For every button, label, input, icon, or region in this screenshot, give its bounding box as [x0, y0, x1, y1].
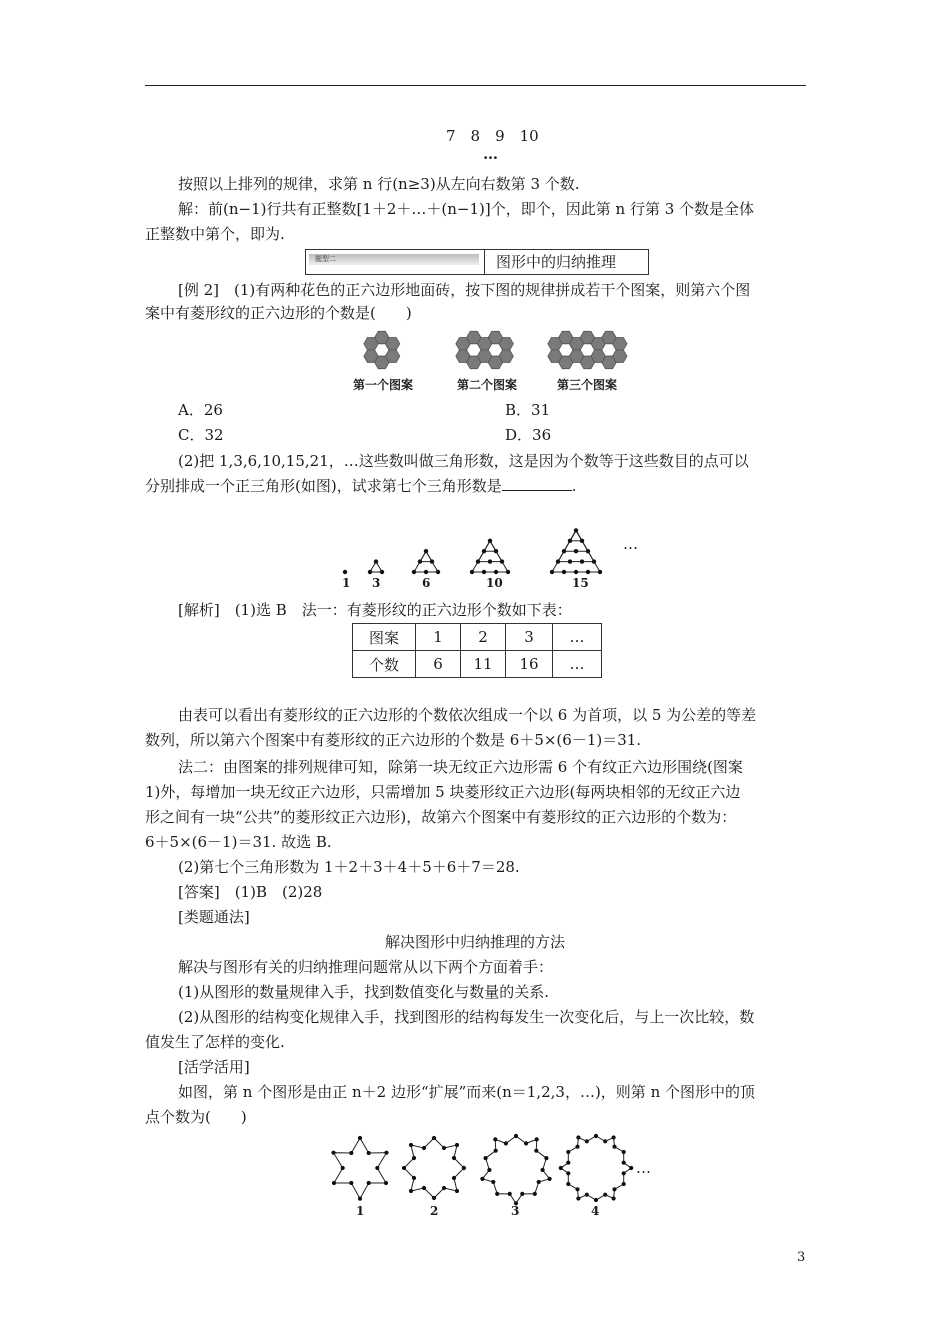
polygon-vertex — [358, 1136, 362, 1140]
tri-label-3: 3 — [372, 576, 381, 590]
polygon-vertex — [612, 1145, 616, 1149]
polygon-vertex — [575, 1145, 579, 1149]
sequence-row: 7 8 9 10 — [446, 127, 539, 145]
tri-more: … — [623, 535, 638, 553]
polygon-vertex — [566, 1182, 570, 1186]
triangle-dot — [482, 570, 486, 574]
pattern-caption-3: 第三个图案 — [557, 378, 618, 392]
polygon-vertex — [341, 1166, 345, 1170]
tri-label-10: 10 — [486, 576, 503, 590]
triangle-dot — [506, 570, 510, 574]
hexagon-tile — [613, 338, 627, 351]
table-cell: … — [553, 624, 602, 651]
polygon-vertex — [442, 1146, 446, 1150]
triangle-dot — [592, 559, 596, 563]
triangle-dot — [574, 549, 578, 553]
polygon-vertex — [494, 1149, 498, 1153]
method-line-1: 解决与图形有关的归纳推理问题常从以下两个方面着手： — [178, 958, 554, 976]
table-cell: 个数 — [353, 651, 416, 678]
polygon-vertex — [566, 1171, 570, 1175]
polygon-vertex — [622, 1171, 626, 1175]
polygon-vertex — [629, 1166, 633, 1170]
section-heading — [305, 249, 649, 275]
triangle-dot — [580, 559, 584, 563]
polygon-vertex — [576, 1135, 580, 1139]
triangle-dot — [418, 559, 422, 563]
polygon-vertex — [612, 1135, 616, 1139]
table-cell: 3 — [506, 624, 553, 651]
polygon-expansion-figure — [0, 1128, 950, 1218]
snow-label-2: 2 — [430, 1204, 439, 1218]
triangle-dot — [482, 549, 486, 553]
question2-end: . — [571, 477, 577, 495]
huoxue-heading: [活学活用] — [178, 1058, 250, 1076]
polygon-vertex — [493, 1137, 497, 1141]
triangle-dot — [412, 570, 416, 574]
solution-line-2: 正整数中第个，即为. — [145, 225, 285, 243]
triangle-dot — [430, 559, 434, 563]
polygon-vertex — [462, 1166, 466, 1170]
solution2-line-3: 形之间有一块“公共”的菱形纹正六边形)，故第六个图案中有菱形纹的正六边形的个数为： — [145, 808, 737, 826]
triangle-dot — [562, 570, 566, 574]
polygon-vertex — [559, 1166, 563, 1170]
method-line-4: 值发生了怎样的变化. — [145, 1033, 285, 1051]
table-cell: 2 — [461, 624, 506, 651]
triangle-dot — [586, 570, 590, 574]
polygon-vertex — [612, 1196, 616, 1200]
polygon-vertex — [412, 1176, 416, 1180]
polygon-vertex — [375, 1166, 379, 1170]
triangle-dot — [494, 570, 498, 574]
tri-label-1: 1 — [342, 576, 351, 590]
polygon-vertex — [402, 1166, 406, 1170]
solution1-line-2: 数列，所以第六个图案中有菱形纹的正六边形的个数是 6＋5×(6－1)＝31. — [145, 731, 642, 749]
triangle-dot — [424, 549, 428, 553]
tri-label-6: 6 — [422, 576, 431, 590]
polygon-vertex — [533, 1192, 537, 1196]
table-row — [353, 624, 602, 651]
polygon-vertex — [585, 1193, 589, 1197]
triangle-dot — [550, 570, 554, 574]
polygon-vertex — [524, 1141, 528, 1145]
table-cell: 图案 — [353, 624, 416, 651]
section-tag: 题型二 — [309, 254, 479, 265]
polygon-vertex — [487, 1168, 491, 1172]
polygon-vertex — [422, 1146, 426, 1150]
table-row — [353, 651, 602, 678]
polygon-vertex — [452, 1156, 456, 1160]
polygon-vertex — [409, 1143, 413, 1147]
polygon-vertex — [575, 1187, 579, 1191]
polygon-vertex — [535, 1137, 539, 1141]
question2-line-2 — [145, 476, 577, 496]
hexagon-count-table — [352, 623, 602, 678]
hexagon-tile — [385, 338, 399, 351]
polygon-vertex — [409, 1189, 413, 1193]
polygon-vertex — [480, 1177, 484, 1181]
polygon-vertex — [622, 1182, 626, 1186]
solution-line-1: 解：前(n−1)行共有正整数[1＋2＋…＋(n−1)]个，即个，因此第 n 行第 3 个数是全体 — [178, 200, 755, 218]
polygon-vertex — [544, 1156, 548, 1160]
polygon-vertex — [622, 1161, 626, 1165]
polygon-vertex — [484, 1156, 488, 1160]
polygon-vertex — [432, 1136, 436, 1140]
polygon-vertex — [384, 1151, 388, 1155]
table-cell: 11 — [461, 651, 506, 678]
question2-line-1: (2)把 1,3,6,10,15,21，…这些数叫做三角形数，这是因为个数等于这些数目的点可以 — [178, 452, 749, 470]
triangle-dot — [343, 570, 347, 574]
snow-label-3: 3 — [511, 1204, 520, 1218]
polygon-vertex — [358, 1197, 362, 1201]
pattern-caption-1: 第一个图案 — [353, 378, 414, 392]
triangle-dot — [556, 559, 560, 563]
triangle-dot — [374, 559, 378, 563]
expanded-polygon — [404, 1138, 464, 1198]
option-d: D．36 — [505, 426, 552, 444]
polygon-vertex — [514, 1134, 518, 1138]
answer-blank — [502, 476, 572, 491]
triangle-dot — [470, 570, 474, 574]
example2-line-1: [例 2] (1)有两种花色的正六边形地面砖，按下图的规律拼成若干个图案，则第六个图 — [178, 281, 751, 299]
solution2-line-4: 6＋5×(6－1)＝31. 故选 B. — [145, 833, 332, 851]
triangle-dot — [476, 559, 480, 563]
polygon-vertex — [504, 1141, 508, 1145]
polygon-vertex — [491, 1180, 495, 1184]
expanded-polygon — [561, 1136, 631, 1200]
page-number: 3 — [797, 1250, 806, 1265]
polygon-vertex — [455, 1189, 459, 1193]
triangle-dot — [568, 539, 572, 543]
answer-line: [答案] (1)B (2)28 — [178, 883, 323, 901]
triangular-numbers-figure — [0, 500, 950, 595]
method-line-2: (1)从图形的数量规律入手，找到数值变化与数量的关系. — [178, 983, 550, 1001]
polygon-vertex — [384, 1181, 388, 1185]
triangle-dot — [580, 539, 584, 543]
triangle-dot — [574, 528, 578, 532]
table-cell: 16 — [506, 651, 553, 678]
snow-label-4: 4 — [591, 1204, 600, 1218]
polygon-vertex — [495, 1192, 499, 1196]
polygon-vertex — [452, 1176, 456, 1180]
table-cell: 1 — [416, 624, 461, 651]
sequence-ellipsis: … — [483, 145, 498, 163]
polygon-vertex — [541, 1168, 545, 1172]
polygon-vertex — [442, 1186, 446, 1190]
question3-line-1: 如图，第 n 个图形是由正 n＋2 边形“扩展”而来(n＝1,2,3，…)，则第 n 个图形中的顶 — [178, 1083, 756, 1101]
triangle-dot — [368, 570, 372, 574]
snow-more: … — [636, 1159, 651, 1177]
polygon-vertex — [576, 1196, 580, 1200]
polygon-vertex — [508, 1192, 512, 1196]
polygon-vertex — [612, 1187, 616, 1191]
analysis-heading: [解析] (1)选 B 法一：有菱形纹的正六边形个数如下表： — [178, 601, 572, 619]
polygon-vertex — [349, 1181, 353, 1185]
polygon-vertex — [566, 1161, 570, 1165]
polygon-vertex — [367, 1151, 371, 1155]
polygon-vertex — [520, 1192, 524, 1196]
example2-line-2: 案中有菱形纹的正六边形的个数是( ) — [145, 304, 412, 322]
polygon-vertex — [594, 1198, 598, 1202]
hexagon-tile — [613, 350, 627, 363]
solution2-line-1: 法二：由图案的排列规律可知，除第一块无纹正六边形需 6 个有纹正六边形围绕(图案 — [178, 758, 743, 776]
polygon-vertex — [349, 1151, 353, 1155]
option-a: A．26 — [178, 401, 223, 419]
polygon-vertex — [332, 1181, 336, 1185]
polygon-vertex — [412, 1156, 416, 1160]
hexagon-tile — [499, 338, 513, 351]
solution1-line-1: 由表可以看出有菱形纹的正六边形的个数依次组成一个以 6 为首项，以 5 为公差的等差 — [178, 706, 757, 724]
polygon-vertex — [422, 1186, 426, 1190]
polygon-vertex — [537, 1180, 541, 1184]
triangle-dot — [494, 549, 498, 553]
polygon-vertex — [603, 1139, 607, 1143]
question2-text: 分别排成一个正三角形(如图)，试求第七个三角形数是 — [145, 477, 502, 495]
triangle-dot — [586, 549, 590, 553]
triangle-dot — [488, 559, 492, 563]
polygon-vertex — [585, 1139, 589, 1143]
leitong-heading: [类题通法] — [178, 908, 250, 926]
polygon-vertex — [331, 1151, 335, 1155]
snow-label-1: 1 — [356, 1204, 365, 1218]
section-title: 图形中的归纳推理 — [496, 253, 617, 271]
triangle-dot — [500, 559, 504, 563]
triangle-dot — [574, 570, 578, 574]
polygon-vertex — [432, 1196, 436, 1200]
method-line-3: (2)从图形的结构变化规律入手，找到图形的结构每发生一次变化后，与上一次比较，数 — [178, 1008, 755, 1026]
triangle-dot — [562, 549, 566, 553]
triangle-dot — [598, 570, 602, 574]
problem-text: 按照以上排列的规律，求第 n 行(n≥3)从左向右数第 3 个数. — [178, 175, 580, 193]
table-cell: … — [553, 651, 602, 678]
triangle-dot — [488, 539, 492, 543]
table-cell: 6 — [416, 651, 461, 678]
option-b: B．31 — [505, 401, 551, 419]
question3-line-2: 点个数为( ) — [145, 1108, 247, 1126]
header-rule — [145, 85, 806, 86]
polygon-vertex — [548, 1177, 552, 1181]
polygon-vertex — [594, 1134, 598, 1138]
polygon-vertex — [566, 1150, 570, 1154]
option-c: C．32 — [178, 426, 224, 444]
polygon-vertex — [603, 1193, 607, 1197]
solution3: (2)第七个三角形数为 1＋2＋3＋4＋5＋6＋7＝28. — [178, 858, 520, 876]
triangle-dot — [436, 570, 440, 574]
triangle-dot — [568, 559, 572, 563]
polygon-vertex — [622, 1150, 626, 1154]
polygon-vertex — [367, 1181, 371, 1185]
tri-label-15: 15 — [572, 576, 589, 590]
hexagon-tile — [385, 350, 399, 363]
triangle-dot — [424, 570, 428, 574]
section-divider — [484, 250, 485, 274]
polygon-vertex — [455, 1143, 459, 1147]
triangle-dot — [380, 570, 384, 574]
solution2-line-2: 1)外，每增加一块无纹正六边形，只需增加 5 块菱形纹正六边形(每两块相邻的无纹正六边 — [145, 783, 741, 801]
pattern-caption-2: 第二个图案 — [457, 378, 518, 392]
method-title: 解决图形中归纳推理的方法 — [384, 933, 565, 951]
hexagon-tile — [499, 350, 513, 363]
polygon-vertex — [534, 1149, 538, 1153]
expanded-polygon — [482, 1136, 549, 1203]
